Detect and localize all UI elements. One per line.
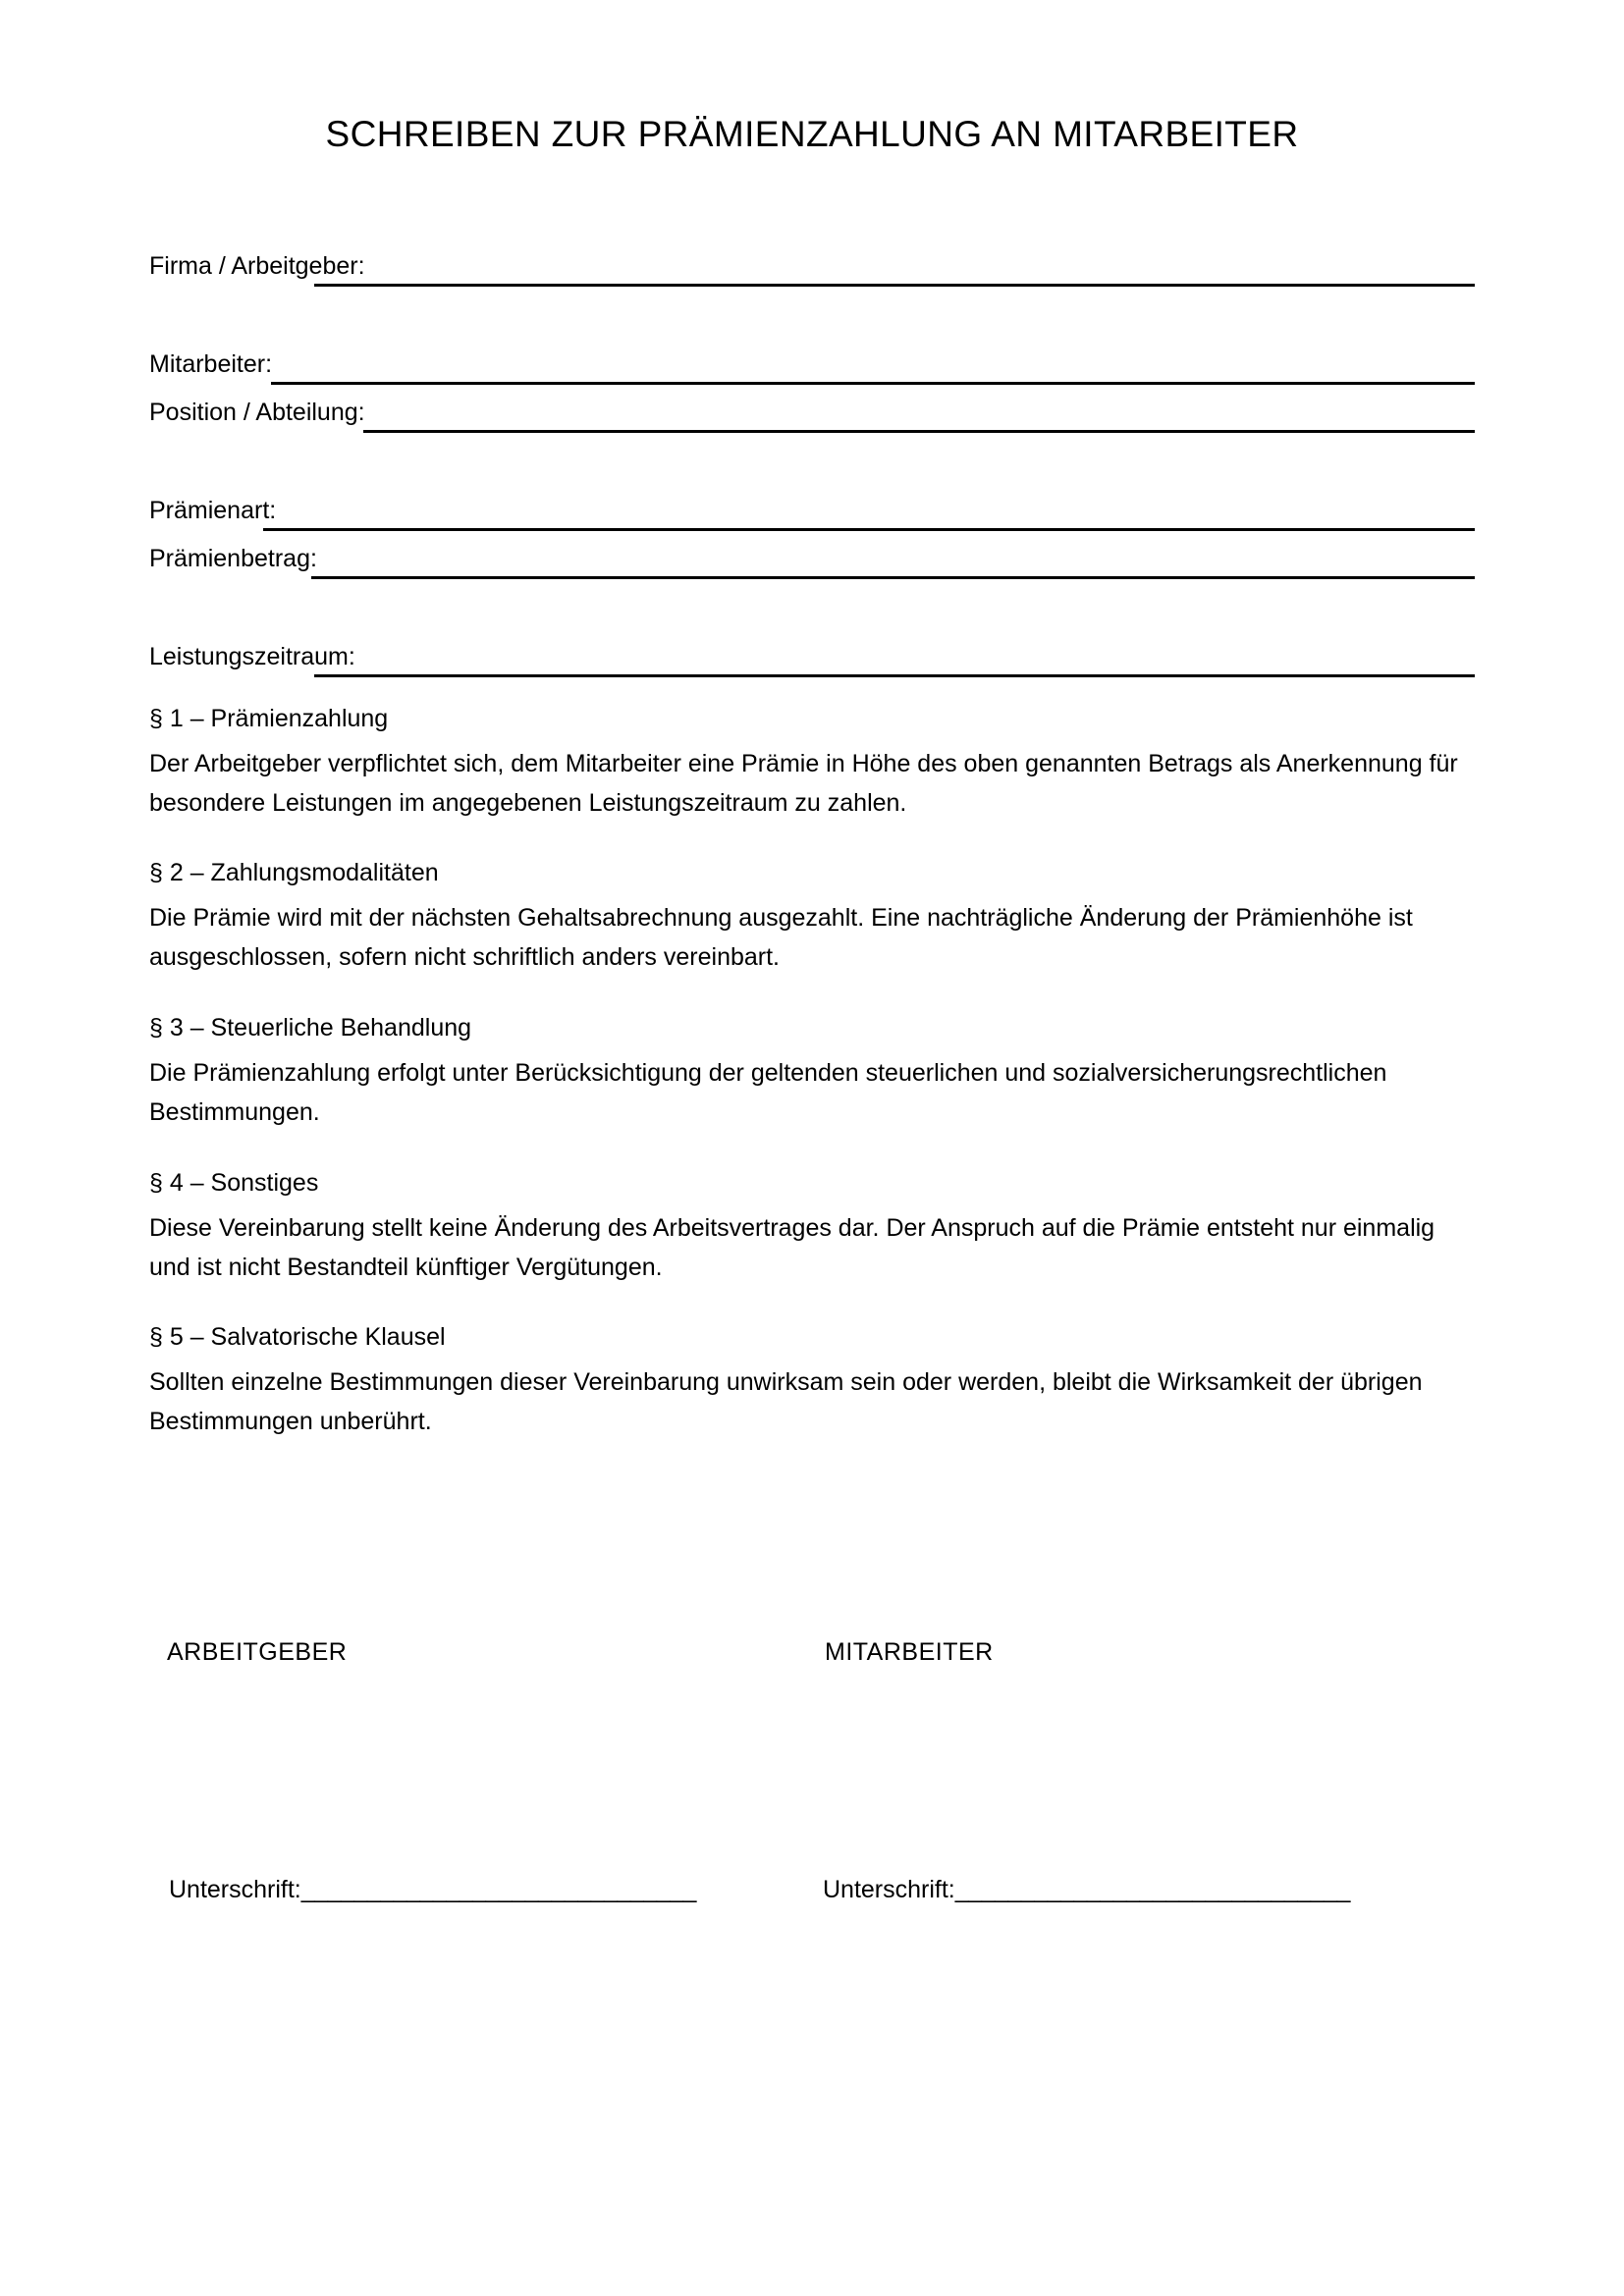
- field-input-praemienart[interactable]: [263, 528, 1475, 531]
- form-field-leistungszeitraum: [149, 641, 1475, 692]
- section-5-body: Sollten einzelne Bestimmungen dieser Vereinbarung unwirksam sein oder werden, bleibt die Wirksamkeit der übrigen Bestimmungen unberührt.: [149, 1368, 1423, 1435]
- section-1-body: Der Arbeitgeber verpflichtet sich, dem Mitarbeiter eine Prämie in Höhe des oben genannten Betrags als Anerkennung für besondere Leistungen im angegebenen Leistungszeitraum zu zahlen.: [149, 750, 1458, 817]
- section-4-heading: § 4 – Sonstiges: [149, 1169, 319, 1197]
- section-2: [149, 856, 1473, 977]
- field-label-firma: Firma / Arbeitgeber:: [149, 252, 365, 280]
- field-label-praemienbetrag: Prämienbetrag:: [149, 545, 317, 572]
- signature-rule-employer[interactable]: ______________________________: [300, 1876, 696, 1903]
- field-input-mitarbeiter[interactable]: [271, 382, 1475, 385]
- section-1-heading: § 1 – Prämienzahlung: [149, 705, 389, 732]
- field-input-position[interactable]: [363, 430, 1475, 433]
- section-3-body: Die Prämienzahlung erfolgt unter Berücksichtigung der geltenden steuerlichen und sozialversicherungsrechtlichen Bestimmungen.: [149, 1059, 1387, 1126]
- section-5-heading: § 5 – Salvatorische Klausel: [149, 1323, 446, 1351]
- signature-party-heading-employer: ARBEITGEBER: [167, 1638, 348, 1666]
- signature-label-employer: Unterschrift:: [169, 1876, 301, 1903]
- section-2-body: Die Prämie wird mit der nächsten Gehaltsabrechnung ausgezahlt. Eine nachträgliche Änderung der Prämienhöhe ist ausgeschlossen, sofern nicht schriftlich anders vereinbart.: [149, 904, 1413, 971]
- field-label-praemienart: Prämienart:: [149, 497, 277, 524]
- section-3-heading: § 3 – Steuerliche Behandlung: [149, 1014, 472, 1041]
- page-title: SCHREIBEN ZUR PRÄMIENZAHLUNG AN MITARBEITER: [325, 114, 1299, 154]
- field-label-mitarbeiter: Mitarbeiter:: [149, 350, 273, 378]
- field-input-firma[interactable]: [314, 284, 1475, 287]
- section-3: [149, 1011, 1473, 1132]
- form-field-praemienbetrag: [149, 543, 1475, 641]
- form-field-firma: [149, 250, 1475, 348]
- form-field-position: [149, 397, 1475, 495]
- section-4-body: Diese Vereinbarung stellt keine Änderung des Arbeitsvertrages dar. Der Anspruch auf die Prämie entsteht nur einmalig und ist nicht Bestandteil künftiger Vergütungen.: [149, 1214, 1435, 1281]
- signature-line-employee: [823, 1874, 1350, 1905]
- section-4: [149, 1166, 1473, 1287]
- field-input-praemienbetrag[interactable]: [311, 576, 1475, 579]
- signature-party-heading-employee: MITARBEITER: [825, 1638, 994, 1666]
- signature-line-employer: [169, 1874, 696, 1905]
- field-input-leistungszeitraum[interactable]: [314, 674, 1475, 677]
- field-label-position: Position / Abteilung:: [149, 399, 365, 426]
- section-1: [149, 702, 1473, 823]
- section-5: [149, 1320, 1473, 1441]
- form-field-mitarbeiter: [149, 348, 1475, 397]
- signature-label-employee: Unterschrift:: [823, 1876, 955, 1903]
- form-fields: [149, 250, 1475, 692]
- signature-rule-employee[interactable]: ______________________________: [954, 1876, 1350, 1903]
- section-2-heading: § 2 – Zahlungsmodalitäten: [149, 859, 439, 886]
- field-label-leistungszeitraum: Leistungszeitraum:: [149, 643, 355, 670]
- form-field-praemienart: [149, 495, 1475, 543]
